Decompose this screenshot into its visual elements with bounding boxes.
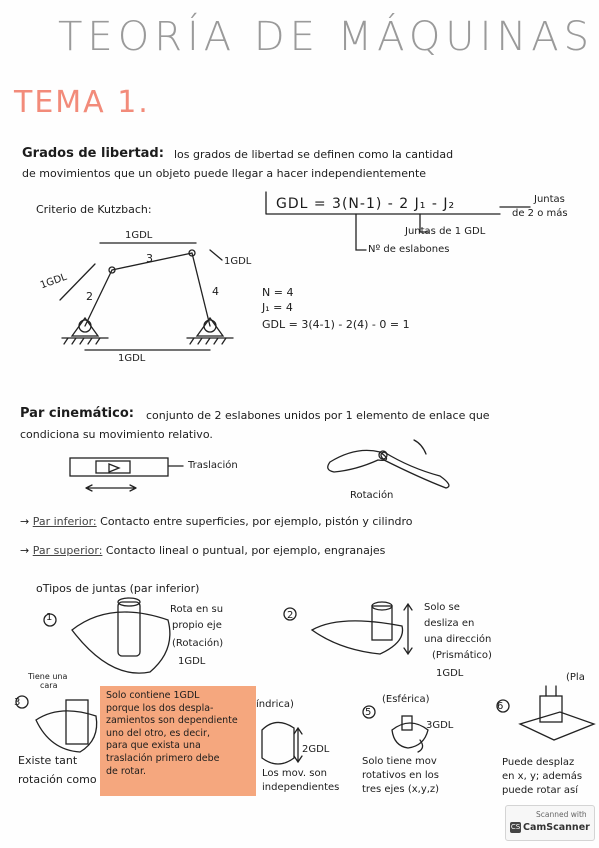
joint-6-header: (Pla [566, 672, 585, 683]
stamp-line1: Scanned with [536, 810, 587, 819]
joint-1-desc-c: (Rotación) [172, 638, 224, 649]
par-heading: Par cinemático: [20, 406, 134, 421]
par-definition-line1: conjunto de 2 eslabones unidos por 1 elemento de enlace que [146, 409, 490, 422]
joint-4-header: índrica) [256, 699, 294, 710]
joint-2-desc-a: Solo se [424, 602, 460, 613]
tipos-heading: oTipos de juntas (par inferior) [36, 582, 200, 595]
joint-1-desc-b: propio eje [172, 620, 222, 631]
note-line: para que exista una [106, 740, 201, 752]
calc-result: GDL = 3(4-1) - 2(4) - 0 = 1 [262, 318, 410, 331]
joint-6-desc-a: Puede desplaz [502, 757, 575, 768]
note-line: uno del otro, es decir, [106, 727, 210, 739]
bullet-arrow-icon: → [20, 515, 33, 528]
camscanner-watermark [505, 805, 595, 841]
n-note: Nº de eslabones [368, 244, 450, 255]
joint-4-desc-b: independientes [262, 782, 340, 793]
joint-5-header: (Esférica) [382, 694, 430, 705]
par-inferior-text: Contacto entre superficies, por ejemplo, pistón y cilindro [100, 515, 413, 528]
joint-3-number: 3 [14, 697, 21, 708]
note-line: Solo contiene 1GDL [106, 690, 200, 701]
joint-2-desc-b: desliza en [424, 618, 475, 629]
link-3 [112, 253, 192, 270]
link-3-label: 3 [146, 252, 153, 265]
traslacion-label: Traslación [188, 460, 238, 471]
linkage-top-gdl: 1GDL [125, 230, 153, 241]
joint-2-number: 2 [287, 610, 294, 621]
par-superior-text: Contacto lineal o puntual, por ejemplo, engranajes [105, 544, 386, 557]
bullet-arrow-icon: → [20, 544, 33, 557]
joint-1-gdl: 1GDL [178, 656, 206, 667]
linkage-right-gdl: 1GDL [224, 256, 252, 267]
j1-note: Juntas de 1 GDL [405, 226, 486, 237]
joint-1-number: 1 [46, 612, 53, 623]
link-2-label: 2 [86, 290, 93, 303]
note-line: traslación primero debe [106, 752, 220, 764]
joint-5-number: 5 [365, 707, 372, 718]
linkage-left-gdl: 1GDL [38, 271, 69, 292]
joint-3-note-b: cara [40, 681, 58, 690]
par-definition-line2: condiciona su movimiento relativo. [20, 428, 213, 441]
calc-n: N = 4 [262, 286, 294, 299]
joint-5-desc-b: rotativos en los [362, 770, 439, 781]
note-line: porque los dos despla- [106, 702, 214, 714]
formula-bracket [266, 192, 500, 214]
j2-note-line1: Juntas [534, 194, 565, 205]
linkage-bottom-gdl: 1GDL [118, 353, 146, 364]
joint-5-desc-c: tres ejes (x,y,z) [362, 784, 440, 795]
rotacion-label: Rotación [350, 490, 394, 501]
gdl-definition-line1: los grados de libertad se definen como la cantidad [174, 148, 454, 161]
joint-3-note-a: Tiene una [28, 672, 68, 681]
joint-1-desc-a: Rota en su [170, 604, 224, 615]
joint-5-desc-a: Solo tiene mov [362, 756, 437, 767]
link-4 [192, 253, 210, 326]
link-2 [85, 270, 112, 326]
par-inferior-label: Par inferior: [32, 515, 97, 528]
joint-2-desc-d: (Prismático) [432, 650, 492, 661]
link-4-label: 4 [212, 285, 219, 298]
section-heading: TEMA 1. [14, 85, 150, 120]
camscanner-logo-icon: CS [510, 823, 521, 831]
note-highlight-box [100, 686, 256, 796]
kutzbach-formula: GDL = 3(N-1) - 2 J₁ - J₂ [276, 196, 456, 212]
note-line: zamientos son dependiente [106, 715, 238, 727]
joint-3-existe: Existe tant [18, 754, 78, 767]
joint-2-gdl: 1GDL [436, 668, 464, 679]
kutzbach-label: Criterio de Kutzbach: [36, 203, 152, 216]
note-line: de rotar. [106, 765, 147, 777]
gdl-definition-line2: de movimientos que un objeto puede llegar a hacer independientemente [22, 167, 427, 180]
j2-note-line2: de 2 o más [512, 208, 568, 219]
par-superior-label: Par superior: [32, 544, 103, 557]
stamp-line2: CamScanner [523, 822, 590, 833]
joint-4-desc-a: Los mov. son [262, 768, 327, 779]
joint-5-gdl: 3GDL [426, 720, 454, 731]
joint-6-number: 6 [497, 701, 504, 712]
calc-j1: J₁ = 4 [262, 301, 293, 314]
joint-6-desc-c: puede rotar así [502, 785, 578, 796]
page-title: TEORÍA DE MÁQUINAS [58, 14, 595, 60]
joint-4-gdl: 2GDL [302, 744, 330, 755]
joint-6-desc-b: en x, y; además [502, 771, 583, 782]
joint-2-desc-c: una dirección [424, 634, 492, 645]
joint-3-rotacion: rotación como [18, 773, 97, 786]
gdl-heading: Grados de libertad: [22, 146, 164, 161]
